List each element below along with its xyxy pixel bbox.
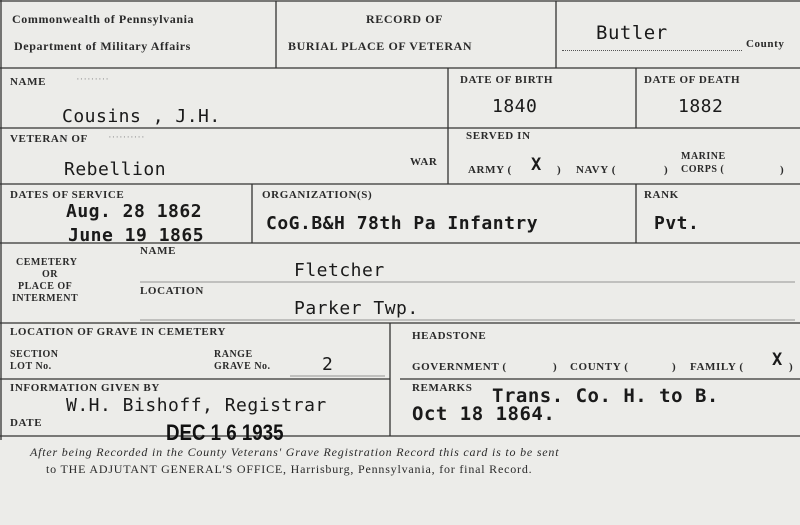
- headstone-label: HEADSTONE: [412, 330, 487, 342]
- corps-label: CORPS (: [681, 164, 725, 175]
- veteran-of-label: VETERAN OF: [10, 133, 88, 145]
- county-checkbox-label: COUNTY (: [570, 361, 629, 373]
- remarks-line2: Oct 18 1864.: [412, 403, 556, 425]
- grave-no-value: 2: [322, 354, 334, 375]
- cemetery-location-label: LOCATION: [140, 285, 204, 297]
- government-label: GOVERNMENT (: [412, 361, 507, 373]
- death-label: DATE OF DEATH: [644, 74, 741, 86]
- place-of-label: PLACE OF: [18, 281, 73, 292]
- name-label: NAME: [10, 76, 47, 88]
- footer-line2: to THE ADJUTANT GENERAL'S OFFICE, Harrisburg, Pennsylvania, for final Record.: [46, 462, 533, 476]
- county-underline: [562, 50, 742, 51]
- birth-value: 1840: [492, 96, 538, 117]
- date-stamp: DEC 1 6 1935: [166, 420, 284, 445]
- cemetery-label: CEMETERY: [16, 257, 78, 268]
- dates-of-service-label: DATES OF SERVICE: [10, 189, 125, 201]
- burial-place-title: BURIAL PLACE OF VETERAN: [288, 39, 473, 53]
- grave-location-label: LOCATION OF GRAVE IN CEMETERY: [10, 326, 227, 338]
- record-of-title: RECORD OF: [366, 12, 444, 26]
- footer-line1: After being Recorded in the County Veterans' Grave Registration Record this card is to be sent: [30, 445, 560, 459]
- war-label: WAR: [410, 156, 438, 168]
- organization-label: ORGANIZATION(S): [262, 189, 373, 201]
- navy-close: ): [664, 164, 669, 176]
- erased-text-2: ··········: [108, 131, 145, 143]
- army-mark: X: [531, 155, 542, 175]
- rank-value: Pvt.: [654, 213, 700, 234]
- name-value: Cousins , J.H.: [62, 106, 221, 127]
- cemetery-location-value: Parker Twp.: [294, 298, 419, 319]
- organization-value: CoG.B&H 78th Pa Infantry: [266, 213, 539, 234]
- rank-label: RANK: [644, 189, 679, 201]
- veteran-value: Rebellion: [64, 159, 167, 180]
- corps-close: ): [780, 164, 785, 176]
- interment-label: INTERMENT: [12, 293, 79, 304]
- county-value: Butler: [596, 22, 668, 44]
- erased-text: ·········: [76, 73, 109, 85]
- county-checkbox-close: ): [672, 361, 677, 373]
- government-close: ): [553, 361, 558, 373]
- service-end: June 19 1865: [68, 225, 205, 246]
- commonwealth-label: Commonwealth of Pennsylvania: [12, 12, 195, 26]
- information-label: INFORMATION GIVEN BY: [10, 382, 160, 394]
- cemetery-or-label: OR: [42, 269, 58, 280]
- cemetery-name-label: NAME: [140, 245, 177, 257]
- navy-label: NAVY (: [576, 164, 616, 176]
- family-label: FAMILY (: [690, 361, 744, 373]
- cemetery-name-value: Fletcher: [294, 260, 385, 281]
- department-label: Department of Military Affairs: [14, 39, 191, 53]
- army-label: ARMY (: [468, 164, 512, 176]
- remarks-line1: Trans. Co. H. to B.: [492, 385, 719, 407]
- section-label: SECTION: [10, 349, 59, 360]
- service-start: Aug. 28 1862: [66, 201, 203, 222]
- death-value: 1882: [678, 96, 724, 117]
- grave-no-label: GRAVE No.: [214, 361, 271, 372]
- served-in-label: SERVED IN: [466, 130, 531, 142]
- lot-label: LOT No.: [10, 361, 52, 372]
- county-label: County: [746, 38, 785, 50]
- date-label: DATE: [10, 417, 43, 429]
- birth-label: DATE OF BIRTH: [460, 74, 553, 86]
- information-value: W.H. Bishoff, Registrar: [66, 395, 327, 416]
- range-label: RANGE: [214, 349, 253, 360]
- army-close: ): [557, 164, 562, 176]
- family-mark: X: [772, 350, 783, 370]
- family-close: ): [789, 361, 794, 373]
- remarks-label: REMARKS: [412, 382, 473, 394]
- marine-label: MARINE: [681, 151, 726, 162]
